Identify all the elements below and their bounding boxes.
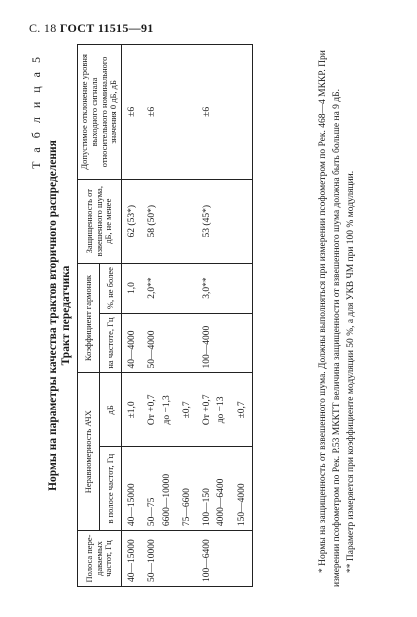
cell-afr-band: 100—150 4000—6400 150—4000 [197, 447, 252, 531]
header-noise: Защищенность от взвешенного шума, дБ, не менее [78, 179, 122, 263]
table-row [122, 45, 143, 587]
cell-afr-band: 50—75 6600—10000 75—6600 [142, 447, 197, 531]
table-title: Нормы на параметры качества трактов вторичного распределения [47, 140, 59, 491]
cell-harm-freq: 50—4000 [142, 313, 197, 373]
cell-deviation: ±6 [142, 45, 197, 180]
header-harm-freq: на частоте, Гц [100, 313, 122, 373]
cell-noise: 62 (53*) [122, 179, 143, 263]
cell-noise: 53 (45*) [197, 179, 252, 263]
cell-deviation: ±6 [122, 45, 143, 180]
table-label: Т а б л и ц а 5 [29, 54, 43, 169]
header-afr-db: дБ [100, 373, 122, 447]
cell-band: 50—10000 [142, 531, 197, 587]
cell-deviation: ±6 [197, 45, 252, 180]
footnote-1: * Нормы на защищенность от взвешенного шума. Должны выполняться при измерении псофометром по Рек. 468—4 МККР. При измерении псофометром по Рек. Р.53 МККТТ величина защищенности от взвешенного шума должна быть больше на 9 дБ. [318, 50, 342, 587]
cell-afr-band: 40—15000 [122, 447, 143, 531]
table-row [197, 45, 252, 587]
quality-norms-table [77, 44, 253, 587]
header-band: Полоса пере-даваемых частот, Гц [78, 531, 122, 587]
header-afr-group: Неравномерность АЧХ [78, 373, 100, 531]
cell-harm-pct: 3,0** [197, 263, 252, 313]
cell-band: 100—6400 [197, 531, 252, 587]
cell-harm-freq: 40—4000 [122, 313, 143, 373]
table-subtitle: Тракт передатчика [60, 265, 72, 366]
cell-afr-db: От +0,7 до −1,3 ±0,7 [142, 373, 197, 447]
header-deviation: Допустимое отклонение уровня выходного сигнала относительного номинального значения 0 дБ, дБ [78, 45, 122, 180]
cell-afr-db: ±1,0 [122, 373, 143, 447]
header-harm-pct: %, не более [100, 263, 122, 313]
header-afr-band: в полосе частот, Гц [100, 447, 122, 531]
header-harmonics-group: Коэффициент гармоник [78, 263, 100, 373]
cell-harm-pct: 1,0 [122, 263, 143, 313]
table-row [142, 45, 197, 587]
footnote-2: ** Параметр измеряется при коэффициенте модуляции 50 %, а для УКВ ЧМ при 100 % модуляции. [345, 170, 356, 573]
standard-code: ГОСТ 11515—91 [59, 21, 154, 35]
page-number: С. 18 [29, 21, 57, 35]
footnotes [317, 44, 358, 587]
rotated-content [27, 44, 397, 587]
cell-afr-db: От +0,7 до −13 ±0,7 [197, 373, 252, 447]
cell-band: 40—15000 [122, 531, 143, 587]
cell-harm-freq: 100—4000 [197, 313, 252, 373]
cell-harm-pct: 2,0** [142, 263, 197, 313]
cell-noise: 58 (50*) [142, 179, 197, 263]
